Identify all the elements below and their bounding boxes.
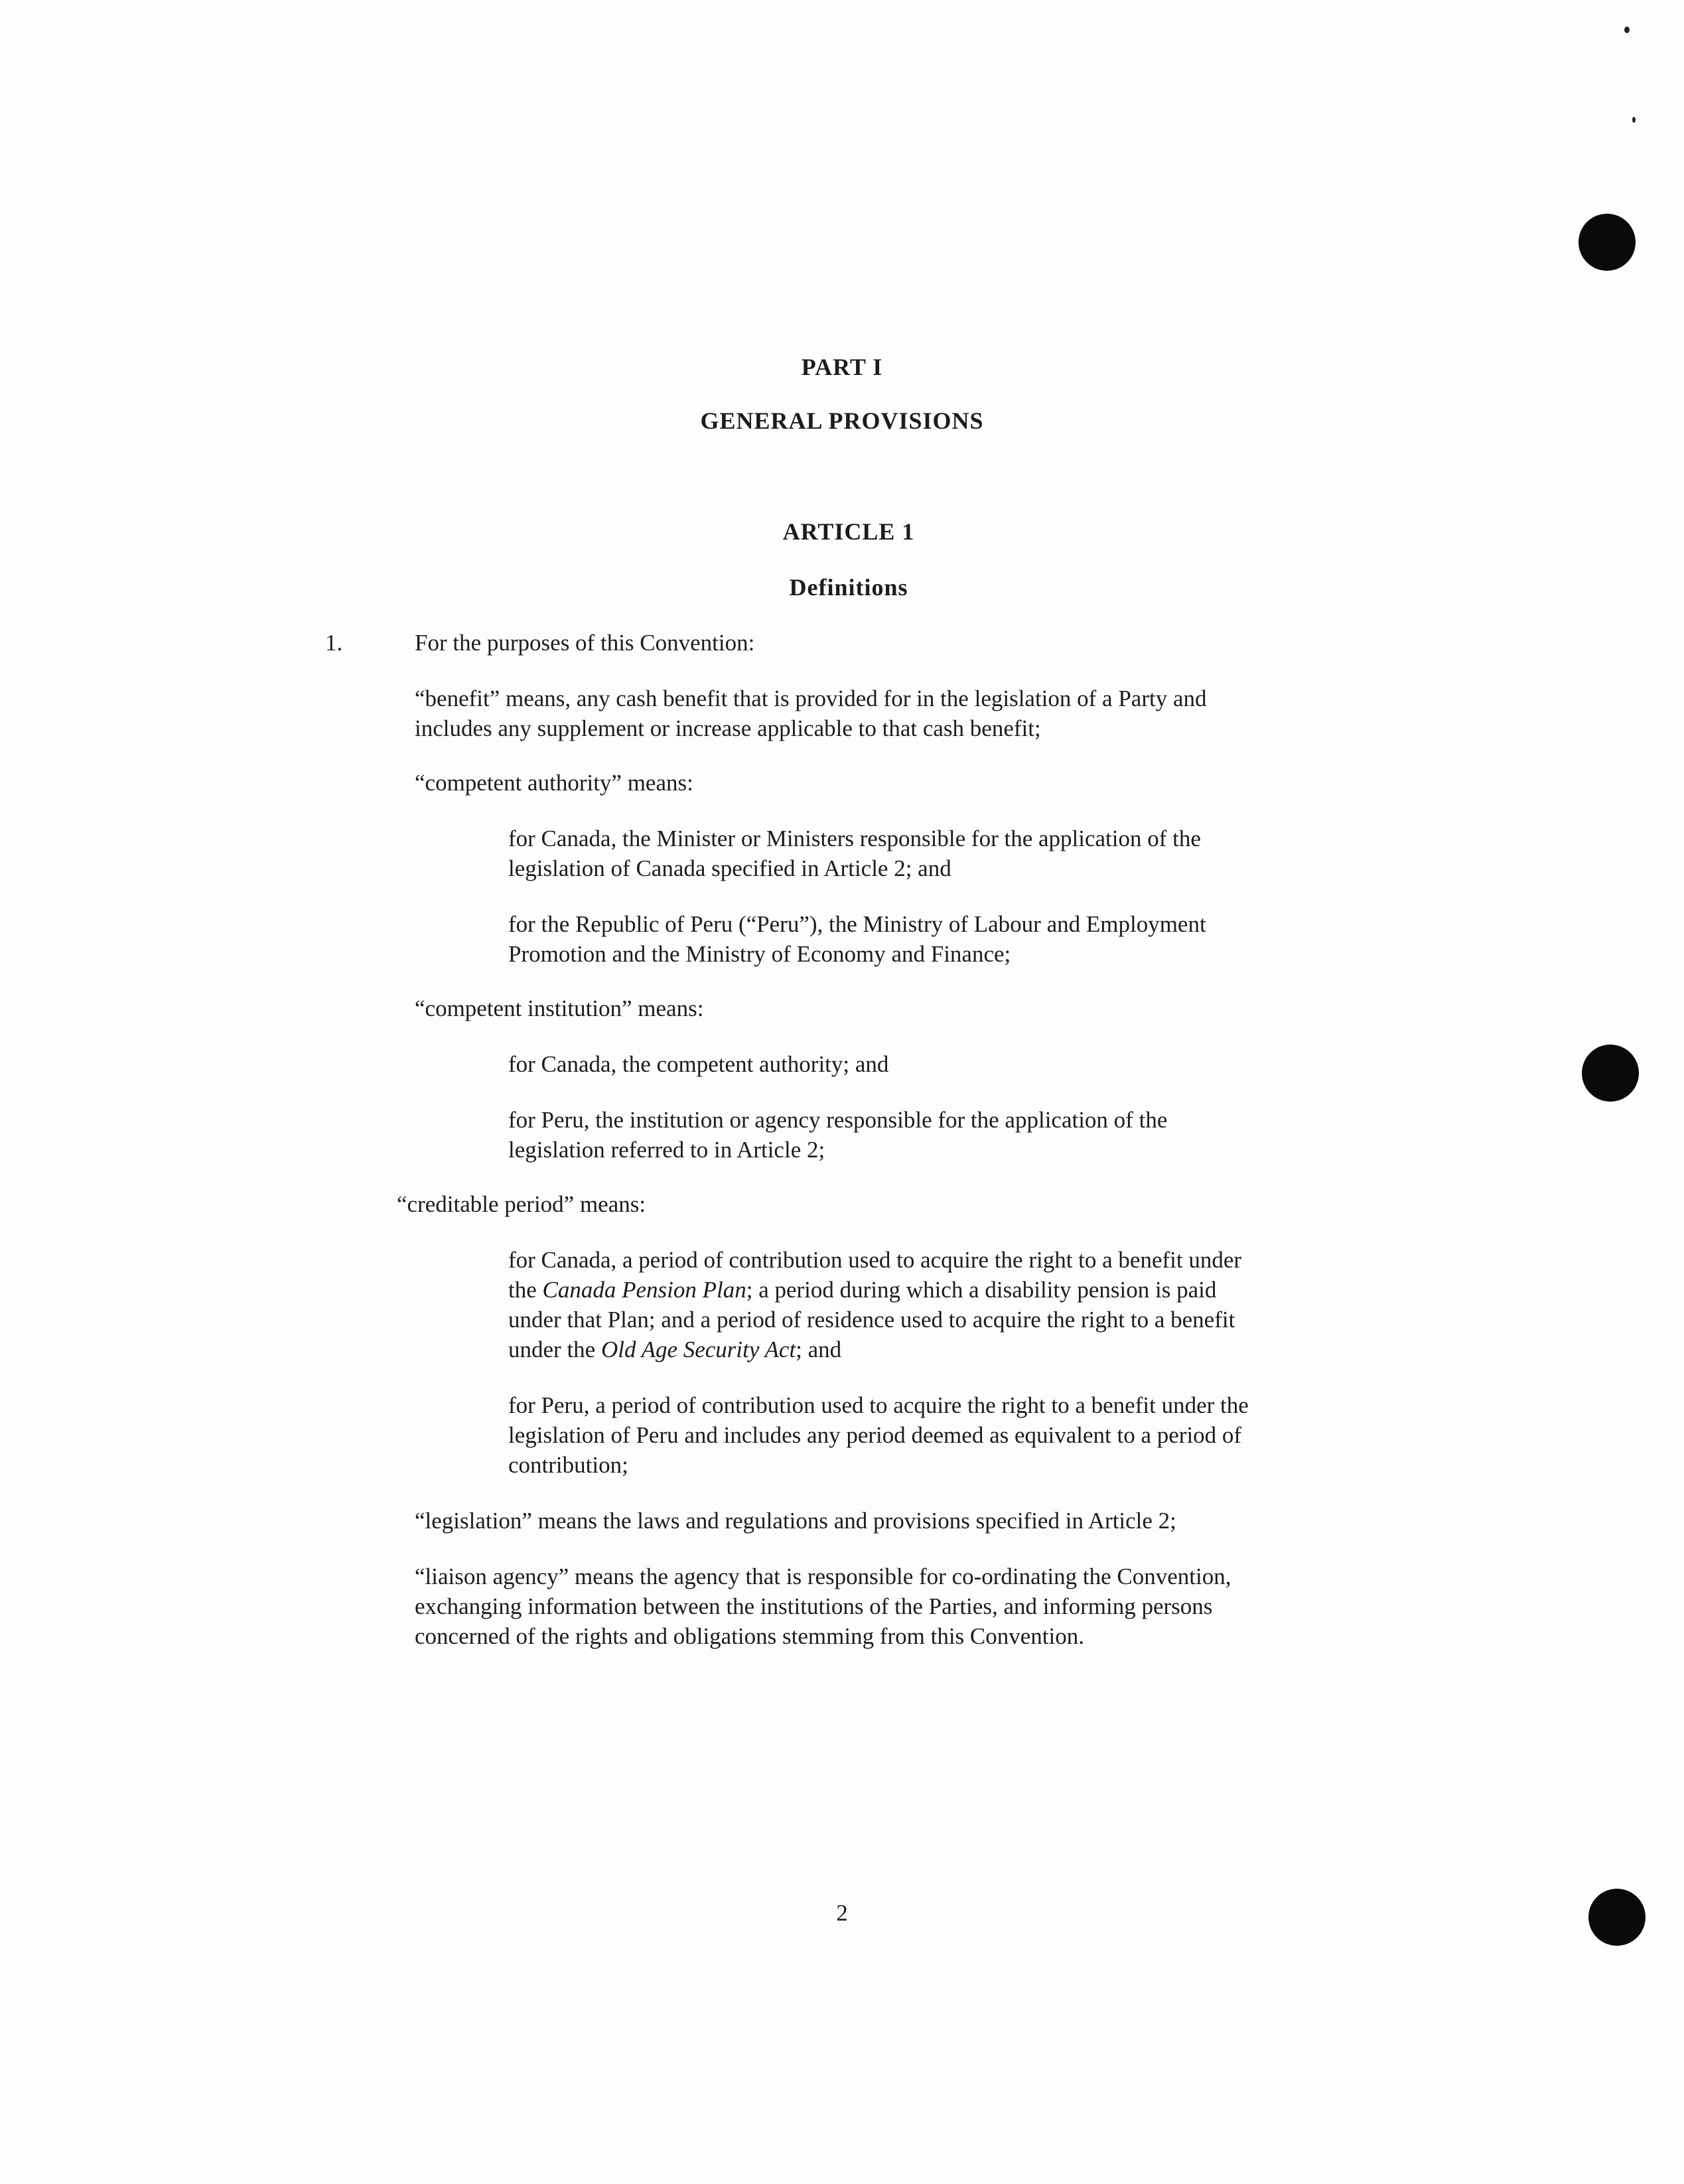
text-run: ; and <box>796 1337 842 1362</box>
competent-authority-term: “competent authority” means: <box>415 770 693 796</box>
part-title: PART I <box>801 354 883 380</box>
creditable-period-canada <box>508 1335 841 1365</box>
competent-institution-peru: for Peru, the institution or agency responsible for the application of the <box>508 1107 1168 1133</box>
scan-speck <box>1632 117 1636 123</box>
creditable-period-peru: contribution; <box>508 1452 628 1478</box>
benefit-definition-line: includes any supplement or increase applicable to that cash benefit; <box>415 715 1041 741</box>
article-title: ARTICLE 1 <box>782 518 915 545</box>
creditable-period-canada: under that Plan; and a period of residence used to acquire the right to a benefit <box>508 1307 1235 1333</box>
competent-authority-peru: Promotion and the Ministry of Economy and Finance; <box>508 941 1011 967</box>
liaison-agency-definition-line: “liaison agency” means the agency that is responsible for co-ordinating the Convention, <box>415 1564 1231 1589</box>
act-title-italic: Old Age Security Act <box>600 1337 796 1362</box>
article-subtitle: Definitions <box>789 574 908 601</box>
binder-hole-top <box>1579 214 1636 271</box>
competent-institution-canada: for Canada, the competent authority; and <box>508 1051 889 1077</box>
creditable-period-term: “creditable period” means: <box>397 1191 646 1217</box>
benefit-definition-line: “benefit” means, any cash benefit that is provided for in the legislation of a Party and <box>415 686 1207 711</box>
legislation-definition-line: “legislation” means the laws and regulations and provisions specified in Article 2; <box>415 1508 1176 1534</box>
page-number: 2 <box>836 1900 848 1926</box>
competent-institution-peru: legislation referred to in Article 2; <box>508 1137 825 1163</box>
competent-institution-term: “competent institution” means: <box>415 995 704 1021</box>
creditable-period-peru: legislation of Peru and includes any period deemed as equivalent to a period of <box>508 1422 1242 1448</box>
competent-authority-peru: for the Republic of Peru (“Peru”), the Ministry of Labour and Employment <box>508 911 1206 937</box>
creditable-period-canada: for Canada, a period of contribution used to acquire the right to a benefit under <box>508 1247 1242 1273</box>
competent-authority-canada: legislation of Canada specified in Article 2; and <box>508 855 951 881</box>
act-title-italic: Canada Pension Plan <box>542 1277 746 1303</box>
liaison-agency-definition-line: exchanging information between the institutions of the Parties, and informing persons <box>415 1593 1213 1619</box>
binder-hole-middle <box>1582 1045 1639 1102</box>
text-run: ; a period during which a disability pension is paid <box>746 1277 1217 1303</box>
competent-authority-canada: for Canada, the Minister or Ministers responsible for the application of the <box>508 826 1201 851</box>
part-subtitle: GENERAL PROVISIONS <box>700 407 984 434</box>
intro-text: For the purposes of this Convention: <box>415 630 755 656</box>
creditable-period-peru: for Peru, a period of contribution used to acquire the right to a benefit under the <box>508 1392 1249 1418</box>
creditable-period-canada <box>508 1275 1216 1305</box>
scan-speck <box>1624 27 1630 33</box>
text-run: under the <box>508 1337 601 1362</box>
paragraph-number: 1. <box>325 630 343 656</box>
liaison-agency-definition-line: concerned of the rights and obligations stemming from this Convention. <box>415 1623 1085 1649</box>
text-run: the <box>508 1277 543 1303</box>
